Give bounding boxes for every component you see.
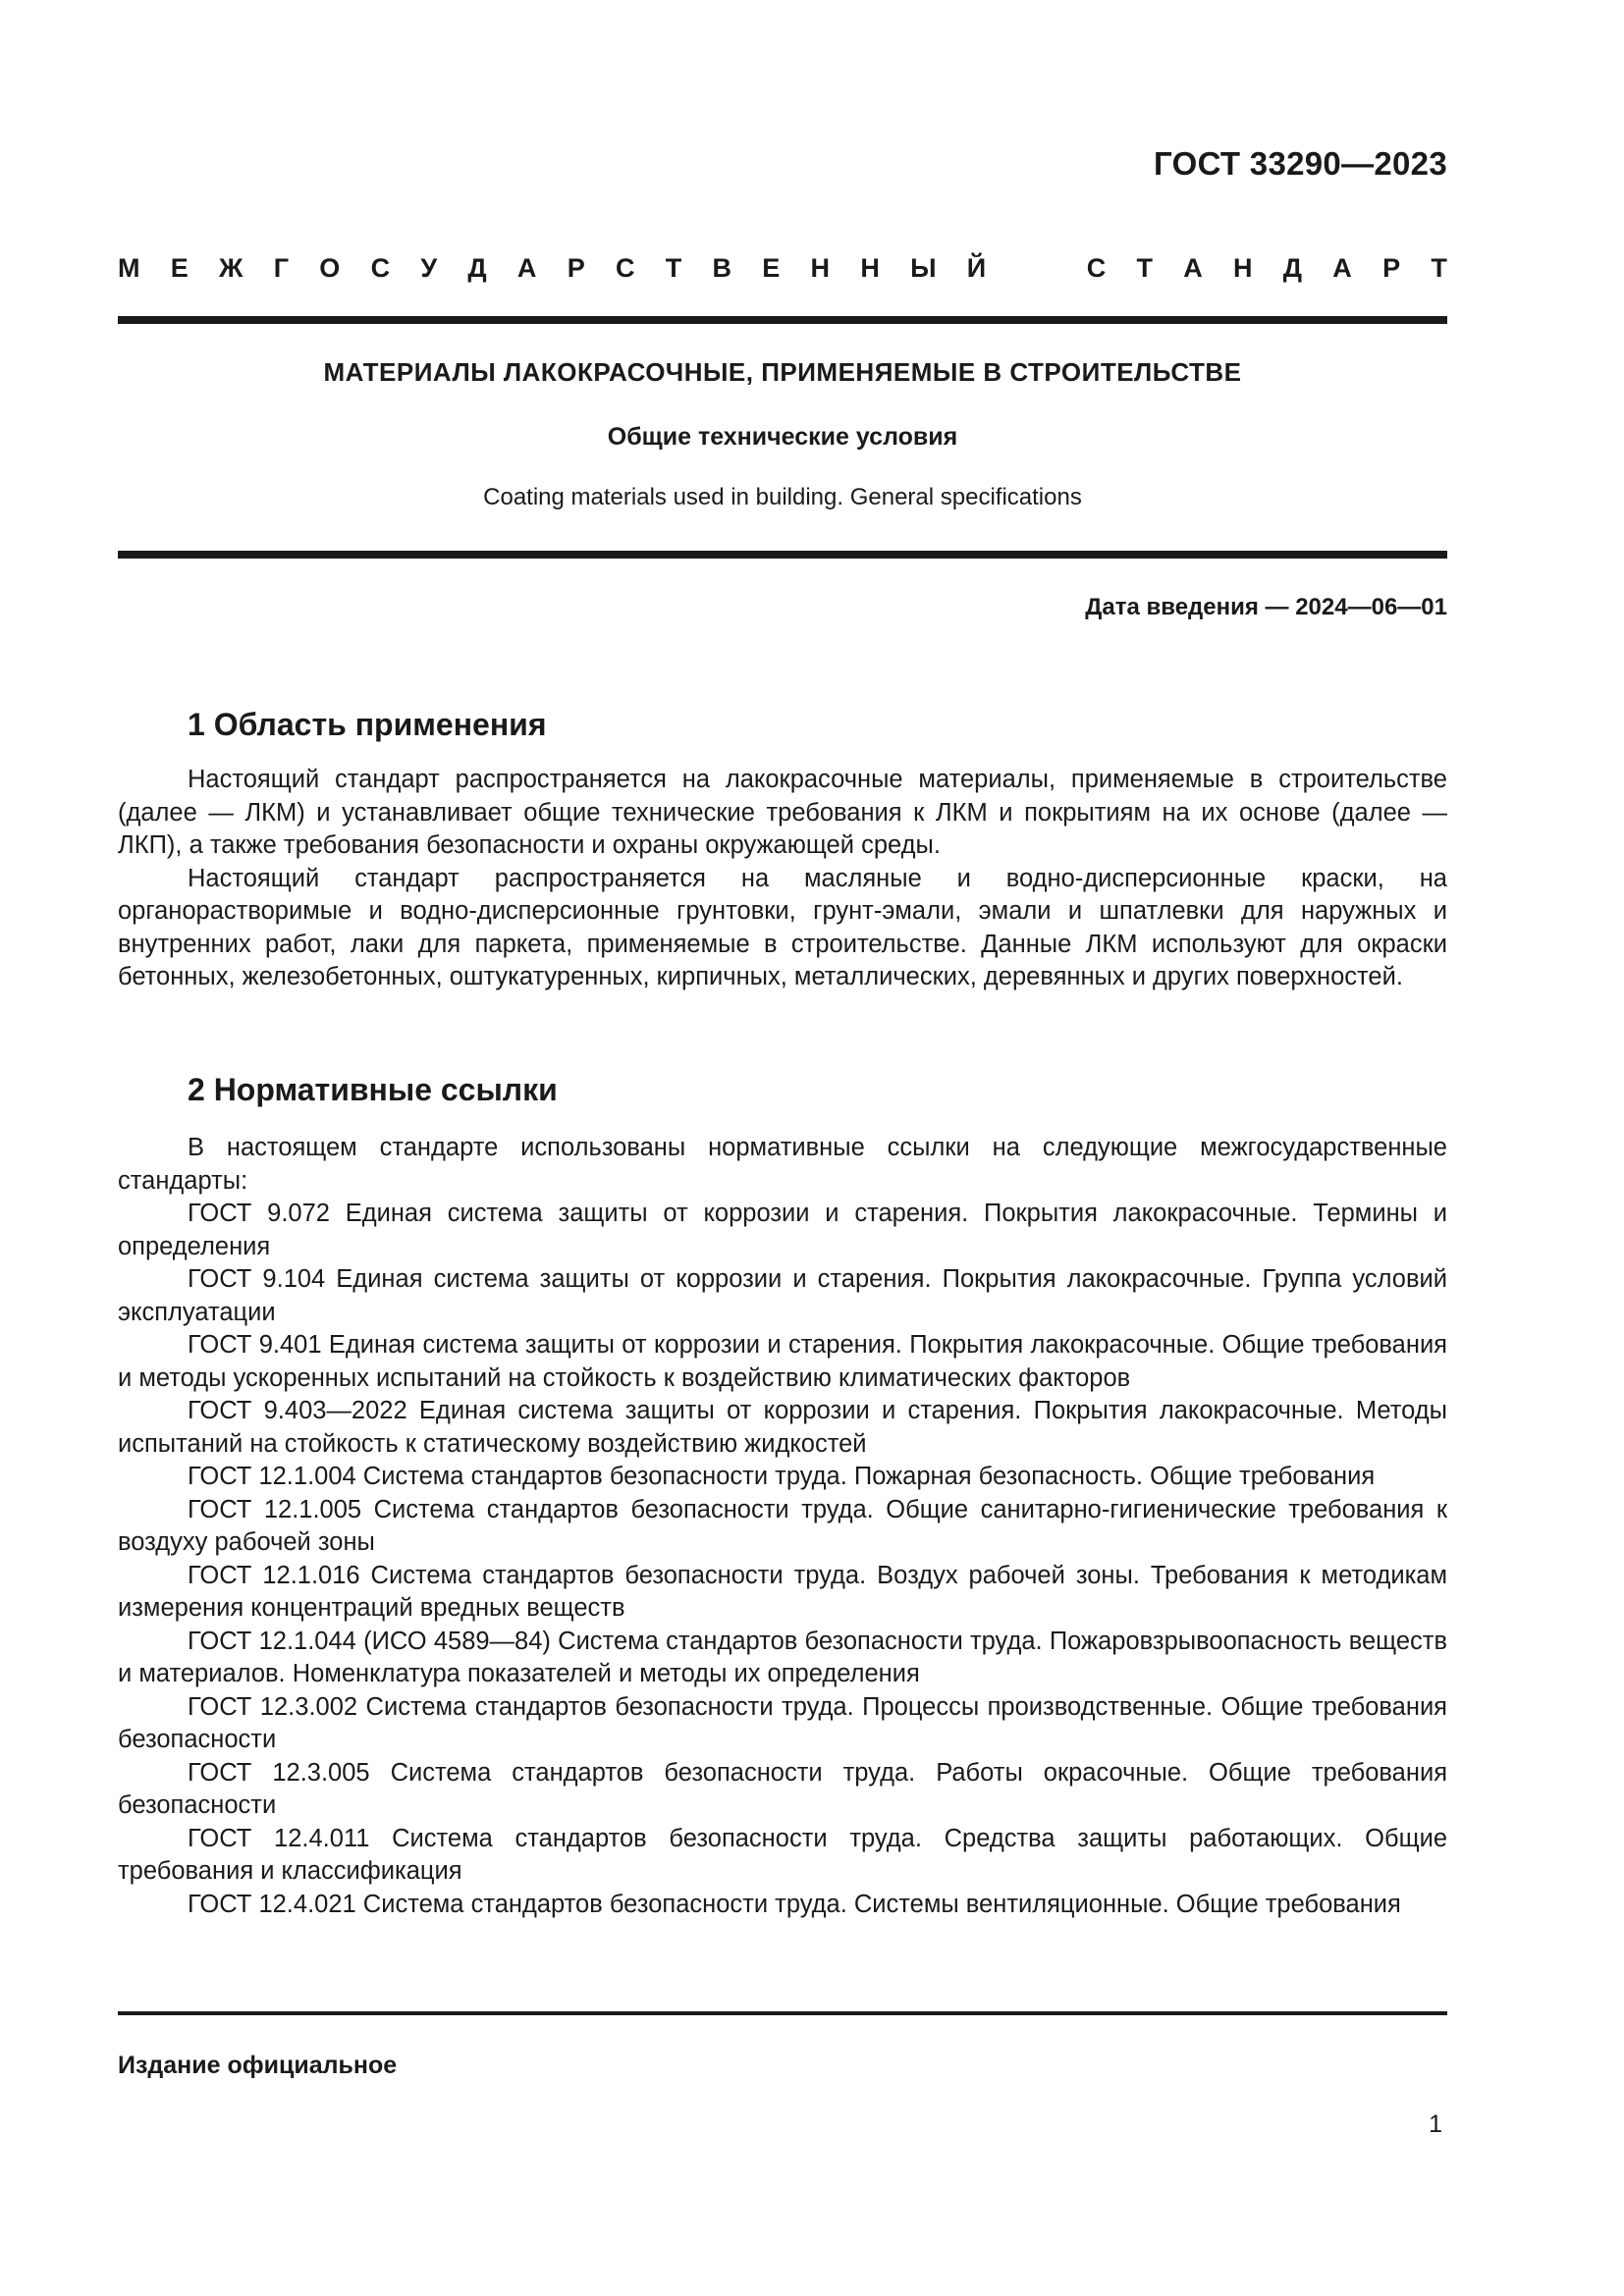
document-title: МАТЕРИАЛЫ ЛАКОКРАСОЧНЫЕ, ПРИМЕНЯЕМЫЕ В СТРОИТЕЛЬСТВЕ <box>323 357 1242 387</box>
reference-item: ГОСТ 12.3.002 Система стандартов безопасности труда. Процессы производственные. Общие требования безопасности <box>118 1692 1447 1753</box>
banner-letter: Т <box>1431 253 1447 283</box>
banner-letter: Н <box>810 253 831 283</box>
banner-letter: Р <box>567 253 585 283</box>
title-divider <box>118 551 1447 559</box>
document-number: ГОСТ 33290—2023 <box>1154 145 1447 182</box>
banner-letter: Р <box>1382 253 1401 283</box>
section-2-body <box>118 1132 1447 1921</box>
banner-letter: Е <box>762 253 781 283</box>
banner-letter: Г <box>273 253 290 283</box>
banner-letter: А <box>1332 253 1352 283</box>
reference-item: ГОСТ 9.072 Единая система защиты от коррозии и старения. Покрытия лакокрасочные. Термины и определения <box>118 1200 1447 1260</box>
section-2-heading: 2 Нормативные ссылки <box>188 1072 558 1107</box>
banner-letter: В <box>712 253 731 283</box>
reference-item: ГОСТ 12.1.044 (ИСО 4589—84) Система стандартов безопасности труда. Пожаровзрывоопасность веществ и материалов. Номенклатура показателей и методы их определения <box>118 1627 1447 1687</box>
banner-letter: А <box>1183 253 1203 283</box>
section-1-paragraph: Настоящий стандарт распространяется на масляные и водно-дисперсионные краски, на органорастворимые и водно-дисперсионные грунтовки, грунт-эмали, эмали и шпатлевки для наружных и внутренних работ, лаки для паркета, применяемые в строительстве. Данные ЛКМ используют для окраски бетонных, железобетонных, оштукатуренных, кирпичных, металлических, деревянных и других поверхностей. <box>118 864 1447 990</box>
banner-letter: С <box>370 253 391 283</box>
footer-divider <box>118 2011 1447 2015</box>
section-1-body <box>118 764 1447 994</box>
reference-item: ГОСТ 12.4.021 Система стандартов безопасности труда. Системы вентиляционные. Общие требования <box>188 1890 1401 1918</box>
banner-letter: О <box>319 253 341 283</box>
banner-letter: С <box>1086 253 1107 283</box>
reference-item: ГОСТ 12.1.004 Система стандартов безопасности труда. Пожарная безопасность. Общие требования <box>188 1463 1376 1490</box>
banner-word-gap <box>1016 253 1056 284</box>
reference-item: ГОСТ 12.1.016 Система стандартов безопасности труда. Воздух рабочей зоны. Требования к методикам измерения концентраций вредных веществ <box>118 1561 1447 1622</box>
banner-letter: А <box>516 253 537 283</box>
banner-letter: Н <box>860 253 880 283</box>
reference-item: ГОСТ 12.4.011 Система стандартов безопасности труда. Средства защиты работающих. Общие требования и классификация <box>118 1824 1447 1885</box>
banner-letter: Е <box>170 253 189 283</box>
reference-item: ГОСТ 12.3.005 Система стандартов безопасности труда. Работы окрасочные. Общие требования безопасности <box>118 1758 1447 1819</box>
standard-type-banner <box>118 253 1447 284</box>
section-2-paragraph: В настоящем стандарте использованы нормативные ссылки на следующие межгосударственные стандарты: <box>118 1134 1447 1195</box>
banner-letter: С <box>615 253 635 283</box>
banner-letter: Т <box>665 253 682 283</box>
reference-item: ГОСТ 12.1.005 Система стандартов безопасности труда. Общие санитарно-гигиенические требования к воздуху рабочей зоны <box>118 1495 1447 1556</box>
introduction-date: Дата введения — 2024—06—01 <box>1085 594 1447 620</box>
reference-item: ГОСТ 9.104 Единая система защиты от коррозии и старения. Покрытия лакокрасочные. Группа условий эксплуатации <box>118 1265 1447 1326</box>
section-1-paragraph: Настоящий стандарт распространяется на лакокрасочные материалы, применяемые в строительстве (далее — ЛКМ) и устанавливает общие технические требования к ЛКМ и покрытиям на их основе (далее — ЛКП), а также требования безопасности и охраны окружающей среды. <box>118 766 1447 859</box>
banner-letter: Й <box>966 253 987 283</box>
section-1-heading: 1 Область применения <box>188 707 547 742</box>
reference-item: ГОСТ 9.401 Единая система защиты от коррозии и старения. Покрытия лакокрасочные. Общие требования и методы ускоренных испытаний на стойкость к воздействию климатических факторов <box>118 1331 1447 1392</box>
banner-letter: Ы <box>910 253 937 283</box>
banner-letter: Д <box>467 253 487 283</box>
banner-letter: М <box>118 253 140 283</box>
banner-letter: Т <box>1136 253 1153 283</box>
page-number: 1 <box>1429 2110 1442 2138</box>
english-title: Coating materials used in building. General specifications <box>483 484 1082 510</box>
banner-letter: Д <box>1282 253 1303 283</box>
edition-label: Издание официальное <box>118 2052 398 2079</box>
banner-letter: Н <box>1233 253 1253 283</box>
banner-letter: У <box>420 253 438 283</box>
document-subtitle: Общие технические условия <box>607 423 958 451</box>
top-divider <box>118 316 1447 324</box>
banner-letter: Ж <box>219 253 244 283</box>
reference-item: ГОСТ 9.403—2022 Единая система защиты от коррозии и старения. Покрытия лакокрасочные. Методы испытаний на стойкость к статическому воздействию жидкостей <box>118 1397 1447 1458</box>
